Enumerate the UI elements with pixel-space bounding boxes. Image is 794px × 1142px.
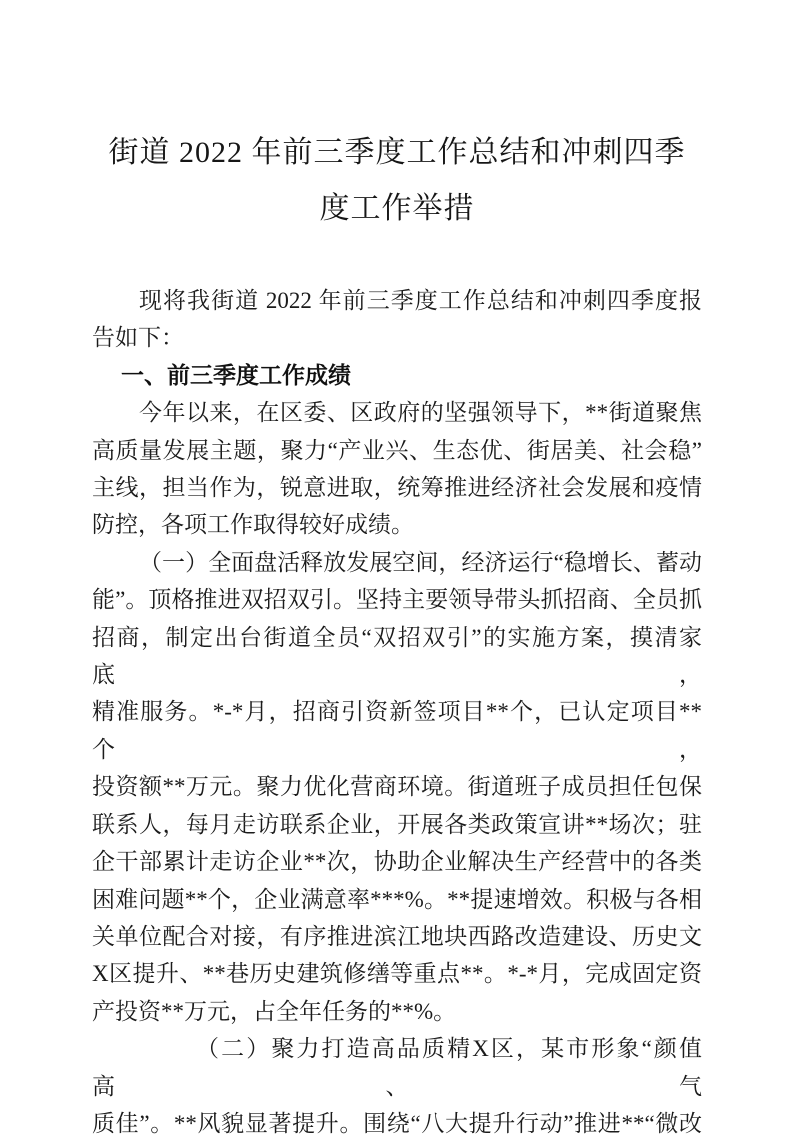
document-title-line-2: 度工作举措: [319, 192, 475, 225]
text-line: （二）聚力打造高品质精X区，某市形象“颜值高、气: [92, 1036, 702, 1099]
text-line: 产投资**万元，占全年任务的**%。: [92, 998, 457, 1024]
text-line: 现将我街道 2022 年前三季度工作总结和冲刺四季度报: [139, 288, 702, 313]
document-title: [92, 125, 702, 237]
paragraph-overview: [92, 394, 702, 544]
text-line: 困难问题**个，企业满意率***%。**提速增效。积极与各相: [92, 886, 702, 912]
text-line: 企干部累计走访企业**次，协助企业解决生产经营中的各类: [92, 849, 702, 875]
text-line: 质佳”。**风貌显著提升。围绕“八大提升行动”推进**“微改: [92, 1110, 702, 1136]
paragraph-item-1: [92, 544, 702, 1030]
text-line: 精准服务。*-*月，招商引资新签项目**个，已认定项目**个，: [92, 699, 702, 762]
text-line: 联系人，每月走访联系企业，开展各类政策宣讲**场次；驻: [92, 811, 702, 837]
text-line: 高质量发展主题，聚力“产业兴、生态优、街居美、社会稳”: [92, 437, 702, 463]
paragraph-item-2: [92, 1030, 702, 1142]
text-line: （一）全面盘活释放发展空间，经济运行“稳增长、蓄动: [139, 549, 702, 575]
document-body: [92, 282, 702, 1142]
text-line: 招商，制定出台街道全员“双招双引”的实施方案，摸清家底，: [92, 624, 702, 688]
text-line: 告如下：: [92, 325, 184, 351]
text-line: 能”。顶格推进双招双引。坚持主要领导带头抓招商、全员抓: [92, 587, 702, 613]
document-title-line-1: 街道 2022 年前三季度工作总结和冲刺四季: [108, 136, 686, 169]
text-line: 今年以来，在区委、区政府的坚强领导下，**街道聚焦: [139, 400, 702, 426]
text-line: 关单位配合对接，有序推进滨江地块西路改造建设、历史文: [92, 923, 702, 949]
text-line: X区提升、**巷历史建筑修缮等重点**。*-*月，完成固定资: [92, 961, 702, 987]
text-line: 投资额**万元。聚力优化营商环境。街道班子成员担任包保: [92, 774, 702, 800]
paragraph-intro: [92, 282, 702, 357]
text-line: 防控，各项工作取得较好成绩。: [92, 512, 414, 538]
section-heading-1: 一、前三季度工作成绩: [121, 361, 351, 388]
text-line: 主线，担当作为，锐意进取，统筹推进经济社会发展和疫情: [92, 475, 702, 501]
